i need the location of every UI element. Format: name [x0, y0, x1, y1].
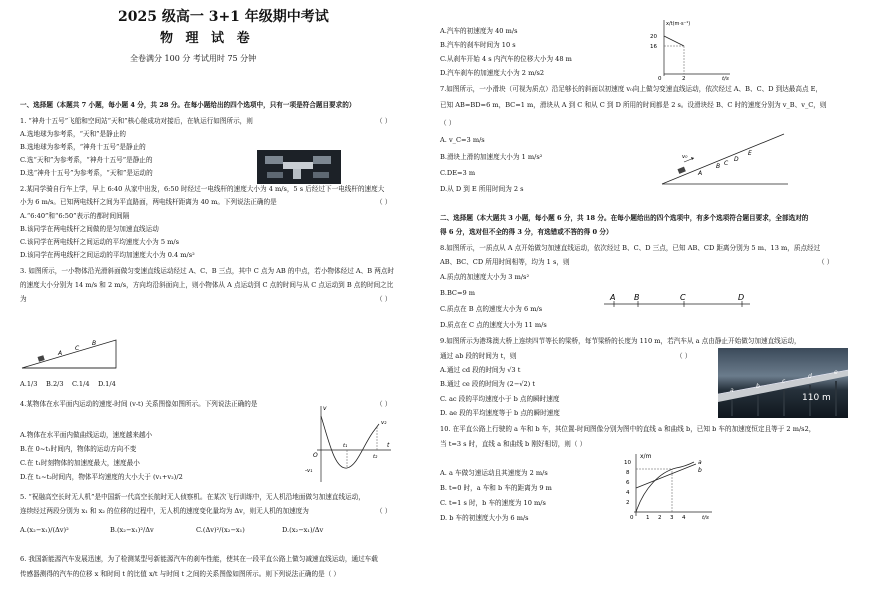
q2-option-d: D.该同学在两电线杆之间运动的平均加速度大小为 0.4 m/s² [20, 251, 195, 259]
bridge-icon [718, 348, 848, 418]
q7-option-a: A. v_C=3 m/s [440, 136, 485, 144]
q10-stem-line1: 10. 在平直公路上行驶的 a 车和 b 车，其位置-时间图像分别为图中的直线 a 和曲线 b，已知 b 车的加速度恒定且等于 2 m/s2， [440, 425, 816, 433]
q6-stem-line2: 传感器测得的汽车的位移 x 和时间 t 的比值 x/t 与时间 t 之间的关系图像如图所示。则下列说法正确的是（ ） [20, 570, 341, 578]
q8-label-a: A [610, 293, 616, 302]
q6-option-c: C.从刹车开始 4 s 内汽车的位移大小为 48 m [440, 55, 572, 63]
q10-tick-8: 8 [626, 470, 630, 476]
q4-option-d: D.在 t₁~t₂时间内，物体平均速度的大小大于 (v₁+v₂)/2 [20, 473, 183, 481]
q10-tick-2: 2 [626, 500, 630, 506]
q9-label-c: c [782, 378, 786, 385]
q10-xt-graph [620, 450, 720, 522]
q6-origin: 0 [658, 76, 662, 82]
q10-tick-4: 4 [626, 490, 630, 496]
section2-heading-line1: 二、选择题（本大题共 3 小题，每小题 6 分，共 18 分。在每小题给出的四个选项中，有多个选项符合题目要求，全部选对的 [440, 214, 809, 222]
q8-option-c: C.质点在 B 点的速度大小为 6 m/s [440, 305, 543, 313]
q4-option-b: B.在 0~t₁时间内，物体的运动方向不变 [20, 445, 137, 453]
q7-label-c: C [724, 160, 729, 167]
q1-stem: 1. “神舟十五号”飞船和空间站“天和”核心舱成功对接后，在轨运行如图所示，则 [20, 117, 253, 125]
q6-option-a: A.汽车的初速度为 40 m/s [440, 27, 518, 35]
q8-label-d: D [738, 293, 745, 302]
q8-line-diagram [602, 292, 752, 314]
q5-option-b: B.(x₂−x₁)²/Δv [110, 526, 154, 534]
q8-paren: （ ） [818, 258, 834, 266]
q7-stem-line1: 7.如图所示，一小滑块（可视为质点）沿足够长的斜面以初速度 v₀向上做匀变速直线运动，依次经过 A、B、C、D 到达最高点 E， [440, 85, 823, 93]
space-station-photo [257, 150, 341, 184]
q4-stem: 4.某物体在水平面内运动的速度-时间 (v-t) 关系图像如图所示。下列说法正确的是 [20, 400, 258, 408]
q7-incline-diagram [660, 128, 790, 188]
q3-label-a: A [58, 350, 63, 357]
q5-option-a: A.(x₂−x₁)/(Δv)² [20, 526, 69, 534]
section2-heading-line2: 得 6 分，选对但不全的得 3 分，有选错或不答的得 0 分） [440, 228, 613, 236]
q3-paren: （ ） [376, 295, 392, 303]
q5-option-d: D.(x₂−x₁)/Δv [282, 526, 324, 534]
q4-t1: t₁ [343, 443, 348, 449]
q3-label-c: C [75, 345, 80, 352]
q7-option-d: D.从 D 到 E 所用时间为 2 s [440, 185, 524, 193]
q10-stem-line2: 当 t=3 s 时，直线 a 和曲线 b 刚好相切，则（ ） [440, 440, 587, 448]
q10-origin: 0 [630, 515, 634, 521]
q7-stem-line2: 已知 AB=BD=6 m，BC=1 m，滑块从 A 到 C 和从 C 到 D 所用的时间都是 2 s。设滑块经 B、C 时的速度分别为 v_B、v_C，则 [440, 101, 827, 109]
q7-paren: （ ） [440, 119, 456, 127]
q10-xtick-2: 2 [658, 515, 662, 521]
q10-curve-b: b [698, 467, 702, 474]
q10-tick-10: 10 [624, 460, 631, 466]
q9-label-a: a [730, 387, 734, 394]
q9-stem-line1: 9.如图所示为港珠澳大桥上连续四节等长的梁桥，每节梁桥的长度为 110 m，若汽车从 a 点由静止开始做匀加速直线运动， [440, 337, 801, 345]
q4-option-a: A.物体在水平面内做曲线运动，速度越来越小 [20, 431, 153, 439]
q2-stem-line2: 小为 6 m/s。已知两电线杆之间为平直路面，两电线杆距离为 40 m。下列说法正确的是 [20, 198, 277, 206]
q3-option-c: C.1/4 [72, 380, 90, 388]
q8-option-b: B.BC=9 m [440, 289, 476, 297]
q3-stem-line3: 为 [20, 295, 27, 303]
q10-option-c: C. t=1 s 时，b 车的速度为 10 m/s [440, 499, 546, 507]
q4-v2: v₂ [381, 420, 387, 426]
q1-option-b: B.选地球为参考系，“神舟十五号”是静止的 [20, 143, 146, 151]
q6-tick-20: 20 [650, 34, 657, 40]
q10-xtick-1: 1 [646, 515, 650, 521]
exam-meta: 全卷满分 100 分 考试用时 75 分钟 [130, 54, 257, 63]
q3-label-b: B [92, 340, 97, 347]
q8-stem-line1: 8.如图所示，一质点从 A 点开始做匀加速直线运动，依次经过 B、C、D 三点，已知 AB、CD 距离分别为 5 m、13 m，质点经过 [440, 244, 821, 252]
q9-label-e: e [834, 369, 838, 376]
q6-axis-x: t/s [722, 76, 729, 82]
q3-stem-line2: 的速度大小分别为 14 m/s 和 2 m/s，方向均沿斜面向上，则小物体从 A 点运动到 C 点的时间与从 C 点运动到 B 点的时间之比 [20, 281, 394, 289]
q9-option-b: B.通过 ce 段的时间为 (2−√2) t [440, 380, 535, 388]
q9-paren: （ ） [676, 352, 692, 360]
q5-stem-line2: 连续经过两段分别为 x₁ 和 x₂ 的位移的过程中，无人机的速度变化量均为 Δv，则无人机的加速度为 [20, 507, 309, 515]
q10-option-b: B. t=0 时，a 车和 b 车的距离为 9 m [440, 484, 552, 492]
bridge-photo [718, 348, 848, 418]
q9-option-c: C. ac 段的平均速度小于 b 点的瞬时速度 [440, 395, 560, 403]
q9-stem-line2: 通过 ab 段的时间为 t，则 [440, 352, 517, 360]
exam-title: 2025 级高一 3+1 年级期中考试 [118, 9, 329, 25]
q4-neg-v1: -v₁ [305, 468, 313, 474]
q4-axis-t: t [387, 442, 390, 449]
q6-stem-line1: 6. 我国新能源汽车发展迅速，为了检测某型号新能源汽车的刹车性能，使其在一段平直公路上做匀减速直线运动，通过车载 [20, 555, 378, 563]
q4-t2: t₂ [373, 454, 378, 460]
q4-option-c: C.在 t₁时刻物体的加速度最大，速度最小 [20, 459, 140, 467]
q4-vt-graph [305, 402, 395, 484]
q8-option-d: D.质点在 C 点的速度大小为 11 m/s [440, 321, 547, 329]
q7-label-e: E [748, 150, 752, 157]
q5-paren: （ ） [376, 507, 392, 515]
q8-option-a: A.质点的加速度大小为 3 m/s² [440, 273, 530, 281]
q6-option-b: B.汽车的刹车时间为 10 s [440, 41, 516, 49]
space-station-icon [257, 150, 341, 184]
q1-option-d: D.选“神舟十五号”为参考系，“天和”是运动的 [20, 169, 153, 177]
q9-label-b: b [756, 383, 760, 390]
q3-option-a: A.1/3 [20, 380, 38, 388]
q9-option-a: A.通过 cd 段的时间为 √3 t [440, 366, 521, 374]
q9-span-length: 110 m [802, 393, 831, 403]
q10-xtick-4: 4 [682, 515, 686, 521]
q8-label-c: C [680, 293, 686, 302]
q7-label-d: D [734, 156, 739, 163]
q4-origin: O [313, 452, 318, 459]
q2-option-b: B.该同学在两电线杆之间做的是匀加速直线运动 [20, 225, 159, 233]
q10-option-d: D. b 车的初速度大小为 6 m/s [440, 514, 529, 522]
q2-paren: （ ） [376, 198, 392, 206]
q1-option-a: A.选地球为参考系，“天和”是静止的 [20, 130, 126, 138]
q6-xt-graph [646, 16, 736, 82]
q10-axis-y: x/m [640, 453, 652, 460]
q2-option-c: C.该同学在两电线杆之间运动的平均速度大小为 5 m/s [20, 238, 180, 246]
section1-heading: 一、选择题（本题共 7 小题，每小题 4 分，共 28 分。在每小题给出的四个选项中，只有一项是符合题目要求的） [20, 101, 356, 109]
q3-option-b: B.2/3 [46, 380, 64, 388]
q10-line-a: a [698, 459, 702, 466]
q7-option-c: C.DE=3 m [440, 169, 476, 177]
q10-option-a: A. a 车做匀速运动且其速度为 2 m/s [440, 469, 548, 477]
q9-option-d: D. ae 段的平均速度等于 b 点的瞬时速度 [440, 409, 560, 417]
q8-label-b: B [634, 293, 640, 302]
q3-incline-diagram [20, 334, 120, 370]
q2-stem-line1: 2.某同学骑自行车上学，早上 6:40 从家中出发，6:50 时经过一电线杆的速度大小为 4 m/s，5 s 后经过下一电线杆的速度大 [20, 185, 385, 193]
q4-axis-v: v [323, 405, 327, 412]
q9-label-d: d [808, 373, 812, 380]
q6-option-d: D.汽车刹车的加速度大小为 2 m/s2 [440, 69, 545, 77]
q3-stem-line1: 3. 如图所示，一小物体沿光滑斜面做匀变速直线运动经过 A、C、B 三点，其中 C 点为 AB 的中点，若小物体经过 A、B 两点时 [20, 267, 394, 275]
q7-option-b: B.滑块上滑的加速度大小为 1 m/s² [440, 153, 543, 161]
q6-tick-16: 16 [650, 44, 657, 50]
q5-option-c: C.(Δv)²/(x₂−x₁) [196, 526, 245, 534]
q1-paren: （ ） [376, 117, 392, 125]
q7-label-a: A [698, 170, 703, 177]
q5-stem-line1: 5. “祝融高空长时无人机”是中国新一代高空长航时无人侦察机。在某次飞行训练中，无人机沿地面做匀加速直线运动， [20, 493, 365, 501]
q10-xtick-3: 3 [670, 515, 674, 521]
q7-label-v0: v₀ [682, 154, 688, 160]
exam-subtitle: 物 理 试 卷 [160, 31, 254, 46]
q3-option-d: D.1/4 [98, 380, 116, 388]
q6-axis-y: x/t(m·s⁻¹) [666, 21, 691, 27]
q2-option-a: A.“6:40”和“6:50”表示的都时间间隔 [20, 212, 130, 220]
q10-axis-x: t/s [702, 515, 709, 521]
q7-label-b: B [716, 163, 721, 170]
q1-option-c: C.选“天和”为参考系，“神舟十五号”是静止的 [20, 156, 153, 164]
q10-tick-6: 6 [626, 480, 630, 486]
q8-stem-line2: AB、BC、CD 所用时间相等，均为 1 s，则 [440, 258, 570, 266]
q4-paren: （ ） [376, 400, 392, 408]
q6-tick-2: 2 [682, 76, 686, 82]
